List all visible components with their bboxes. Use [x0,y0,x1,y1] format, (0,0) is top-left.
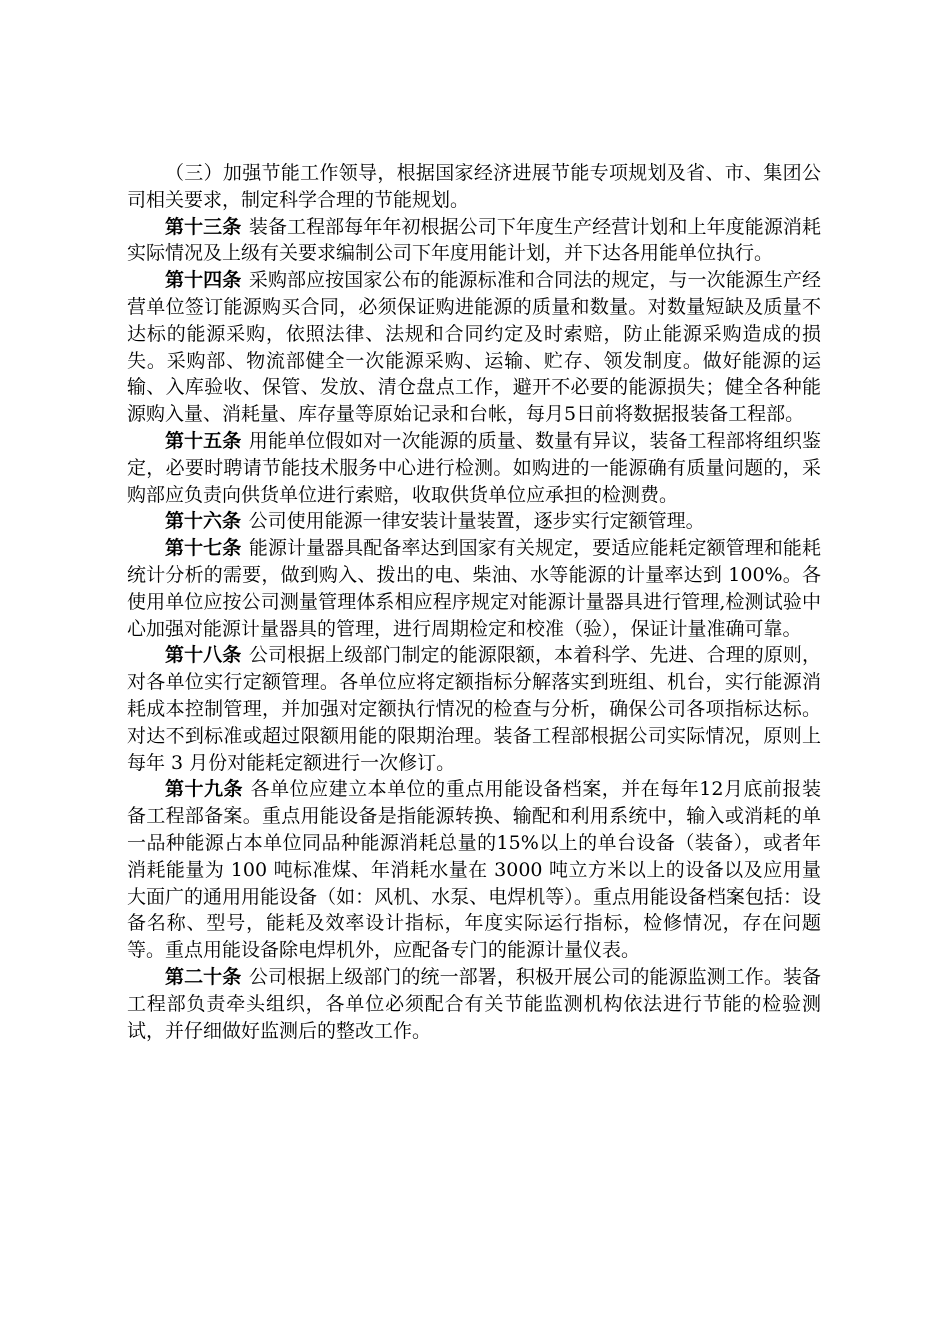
paragraph-text: 公司使用能源一律安装计量装置，逐步实行定额管理。 [248,510,705,533]
article-17 [127,535,821,642]
article-20 [127,964,821,1044]
paragraph-text: 各单位应建立本单位的重点用能设备档案，并在每年12月底前报装备工程部备案。重点用能设备是指能源转换、输配和利用系统中，输入或消耗的单一品种能源占本单位同品种能源消耗总量的15%以上的单台设备（装备），或者年消耗能量为 100 吨标准煤、年消耗水量在 3000 吨立方米以上的设备以及应用量大面广的通用用能设备（如：风机、水泵、电焊机等）。重点用能设备档案包括：设备名称、型号，能耗及效率设计指标，年度实际运行指标，检修情况，存在问题等。重点用能设备除电焊机外，应配备专门的能源计量仪表。 [127,778,821,962]
article-number: 第十四条 [165,269,242,292]
paragraph-intro [127,160,821,214]
document-body [127,160,821,1044]
paragraph-text: （三）加强节能工作领导，根据国家经济进展节能专项规划及省、市、集团公司相关要求，制定科学合理的节能规划。 [127,162,821,211]
article-number: 第十八条 [165,644,242,667]
article-19 [127,776,821,964]
paragraph-text: 用能单位假如对一次能源的质量、数量有异议，装备工程部将组织鉴定，必要时聘请节能技术服务中心进行检测。如购进的一能源确有质量问题的，采购部应负责向供货单位进行索赔，收取供货单位应承担的检测费。 [127,429,821,506]
article-number: 第十六条 [165,510,242,533]
article-14 [127,267,821,428]
article-15 [127,428,821,508]
article-number: 第十七条 [165,537,242,560]
article-number: 第二十条 [165,965,242,988]
paragraph-text: 公司根据上级部门的统一部署，积极开展公司的能源监测工作。装备工程部负责牵头组织，各单位必须配合有关节能监测机构依法进行节能的检验测试，并仔细做好监测后的整改工作。 [127,965,821,1042]
paragraph-text: 装备工程部每年年初根据公司下年度生产经营计划和上年度能源消耗实际情况及上级有关要求编制公司下年度用能计划，并下达各用能单位执行。 [127,215,821,265]
article-number: 第十三条 [165,215,242,238]
article-number: 第十九条 [165,778,244,801]
article-18 [127,642,821,776]
paragraph-text: 采购部应按国家公布的能源标准和合同法的规定，与一次能源生产经营单位签订能源购买合同，必须保证购进能源的质量和数量。对数量短缺及质量不达标的能源采购，依照法律、法规和合同约定及时索赔，防止能源采购造成的损失。采购部、物流部健全一次能源采购、运输、贮存、领发制度。做好能源的运输、入库验收、保管、发放、清仓盘点工作，避开不必要的能源损失；健全各种能源购入量、消耗量、库存量等原始记录和台帐，每月5日前将数据报装备工程部。 [127,269,821,426]
article-13 [127,214,821,268]
article-16 [127,508,821,535]
article-number: 第十五条 [165,429,242,452]
paragraph-text: 能源计量器具配备率达到国家有关规定，要适应能耗定额管理和能耗统计分析的需要，做到购入、拨出的电、柴油、水等能源的计量率达到 100%。各使用单位应按公司测量管理体系相应程序规定对能源计量器具进行管理,检测试验中心加强对能源计量器具的管理，进行周期检定和校准（验），保证计量准确可靠。 [127,537,821,640]
paragraph-text: 公司根据上级部门制定的能源限额，本着科学、先进、合理的原则，对各单位实行定额管理。各单位应将定额指标分解落实到班组、机台，实行能源消耗成本控制管理，并加强对定额执行情况的检查与分析，确保公司各项指标达标。对达不到标准或超过限额用能的限期治理。装备工程部根据公司实际情况，原则上每年 3 月份对能耗定额进行一次修订。 [127,644,821,774]
